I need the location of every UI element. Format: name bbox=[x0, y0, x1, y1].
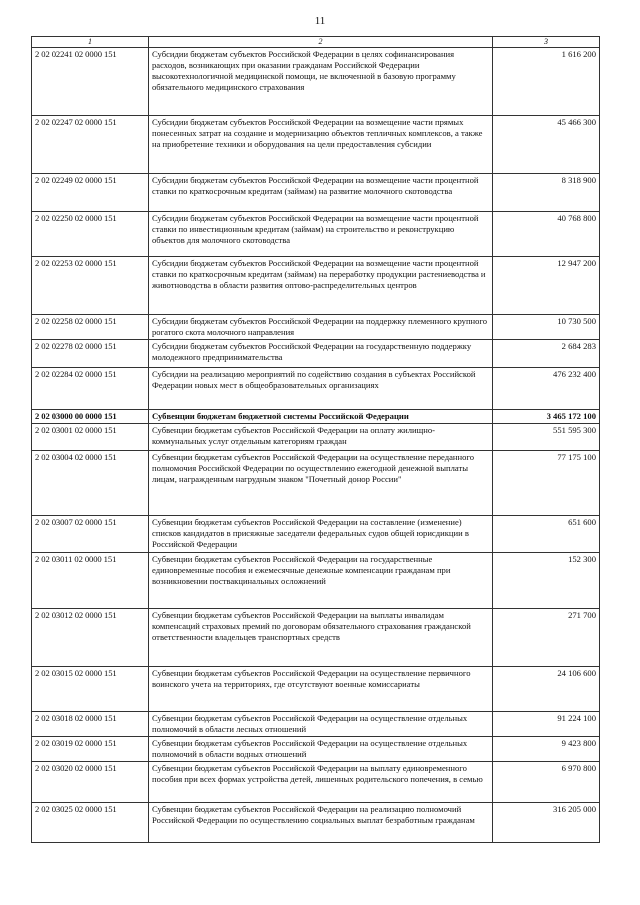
amount-cell: 1 616 200 bbox=[493, 48, 600, 116]
budget-code-cell: 2 02 02284 02 0000 151 bbox=[32, 368, 149, 410]
description-cell: Субвенции бюджетам субъектов Российской Федерации на государственные единовременные пособия и ежемесячные денежные компенсации гражданам при возникновении поствакцинальных осложнений bbox=[149, 553, 493, 609]
budget-code-cell: 2 02 02250 02 0000 151 bbox=[32, 212, 149, 257]
description-cell: Субсидии бюджетам субъектов Российской Федерации на поддержку племенного крупного рогатого скота молочного направления bbox=[149, 315, 493, 340]
amount-cell: 40 768 800 bbox=[493, 212, 600, 257]
table-row bbox=[32, 667, 600, 712]
amount-cell: 551 595 300 bbox=[493, 424, 600, 451]
table-row bbox=[32, 609, 600, 667]
table-row bbox=[32, 516, 600, 553]
table-body bbox=[32, 48, 600, 843]
description-cell: Субвенции бюджетам субъектов Российской Федерации на осуществление первичного воинского учета на территориях, где отсутствуют военные комиссариаты bbox=[149, 667, 493, 712]
table-row bbox=[32, 315, 600, 340]
amount-cell: 316 205 000 bbox=[493, 803, 600, 843]
amount-cell: 8 318 900 bbox=[493, 174, 600, 212]
budget-code-cell: 2 02 03020 02 0000 151 bbox=[32, 762, 149, 803]
budget-code-cell: 2 02 03012 02 0000 151 bbox=[32, 609, 149, 667]
amount-cell: 2 684 283 bbox=[493, 340, 600, 368]
amount-cell: 10 730 500 bbox=[493, 315, 600, 340]
amount-cell: 45 466 300 bbox=[493, 116, 600, 174]
table-row bbox=[32, 762, 600, 803]
budget-code-cell: 2 02 02253 02 0000 151 bbox=[32, 257, 149, 315]
description-cell: Субсидии бюджетам субъектов Российской Федерации в целях софинансирования расходов, возникающих при оказании гражданам Российской Федерации высокотехнологичной медицинской помощи, не включенной в базовую программу обязательного медицинского страхования bbox=[149, 48, 493, 116]
budget-code-cell: 2 02 03025 02 0000 151 bbox=[32, 803, 149, 843]
description-cell: Субвенции бюджетам субъектов Российской Федерации на осуществление отдельных полномочий в области водных отношений bbox=[149, 737, 493, 762]
table-row bbox=[32, 368, 600, 410]
budget-code-cell: 2 02 02241 02 0000 151 bbox=[32, 48, 149, 116]
budget-code-cell: 2 02 03004 02 0000 151 bbox=[32, 451, 149, 516]
table-row bbox=[32, 737, 600, 762]
description-cell: Субвенции бюджетам субъектов Российской Федерации на выплату единовременного пособия при всех формах устройства детей, лишенных родительского попечения, в семью bbox=[149, 762, 493, 803]
amount-cell: 651 600 bbox=[493, 516, 600, 553]
amount-cell: 271 700 bbox=[493, 609, 600, 667]
table-row bbox=[32, 48, 600, 116]
budget-code-cell: 2 02 03018 02 0000 151 bbox=[32, 712, 149, 737]
description-cell: Субвенции бюджетам субъектов Российской Федерации на осуществление переданного полномочия Российской Федерации по осуществлению ежегодной денежной выплаты лицам, награжденным нагрудным знаком "Почетный донор России" bbox=[149, 451, 493, 516]
budget-code-cell: 2 02 03015 02 0000 151 bbox=[32, 667, 149, 712]
budget-code-cell: 2 02 02258 02 0000 151 bbox=[32, 315, 149, 340]
description-cell: Субсидии бюджетам субъектов Российской Федерации на возмещение части процентной ставки по инвестиционным кредитам (займам) на строительство и реконструкцию объектов для молочного скотоводства bbox=[149, 212, 493, 257]
table-row bbox=[32, 116, 600, 174]
description-cell: Субсидии на реализацию мероприятий по содействию создания в субъектах Российской Федерации новых мест в общеобразовательных организациях bbox=[149, 368, 493, 410]
description-cell: Субвенции бюджетам субъектов Российской Федерации на составление (изменение) списков кандидатов в присяжные заседатели федеральных судов общей юрисдикции в Российской Федерации bbox=[149, 516, 493, 553]
page-number: 11 bbox=[314, 15, 326, 27]
amount-cell: 152 300 bbox=[493, 553, 600, 609]
budget-code-cell: 2 02 03007 02 0000 151 bbox=[32, 516, 149, 553]
column-1-header: 1 bbox=[32, 37, 149, 48]
budget-code-cell: 2 02 03001 02 0000 151 bbox=[32, 424, 149, 451]
amount-cell: 6 970 800 bbox=[493, 762, 600, 803]
column-2-header: 2 bbox=[149, 37, 493, 48]
table-row bbox=[32, 340, 600, 368]
table-row bbox=[32, 553, 600, 609]
description-cell: Субсидии бюджетам субъектов Российской Федерации на возмещение части прямых понесенных затрат на создание и модернизацию объектов тепличных комплексов, а также на приобретение техники и оборудования на цели предоставления субсидии bbox=[149, 116, 493, 174]
budget-code-cell: 2 02 03019 02 0000 151 bbox=[32, 737, 149, 762]
table-row bbox=[32, 212, 600, 257]
description-cell: Субвенции бюджетам субъектов Российской Федерации на реализацию полномочий Российской Федерации по осуществлению социальных выплат безработным гражданам bbox=[149, 803, 493, 843]
description-cell: Субвенции бюджетам субъектов Российской Федерации на осуществление отдельных полномочий в области лесных отношений bbox=[149, 712, 493, 737]
table-row bbox=[32, 424, 600, 451]
description-cell: Субвенции бюджетам субъектов Российской Федерации на выплаты инвалидам компенсаций страховых премий по договорам обязательного страхования гражданской ответственности владельцев транспортных средств bbox=[149, 609, 493, 667]
table-row bbox=[32, 410, 600, 424]
budget-code-cell: 2 02 03000 00 0000 151 bbox=[32, 410, 149, 424]
amount-cell: 476 232 400 bbox=[493, 368, 600, 410]
description-cell: Субсидии бюджетам субъектов Российской Федерации на возмещение части процентной ставки по краткосрочным кредитам (займам) на развитие молочного скотоводства bbox=[149, 174, 493, 212]
column-number-row bbox=[32, 37, 600, 48]
table-row bbox=[32, 803, 600, 843]
amount-cell: 24 106 600 bbox=[493, 667, 600, 712]
description-cell: Субсидии бюджетам субъектов Российской Федерации на возмещение части процентной ставки по краткосрочным кредитам (займам) на переработку продукции растениеводства и животноводства в области развития оптово-распределительных центров bbox=[149, 257, 493, 315]
table-row bbox=[32, 257, 600, 315]
description-cell: Субвенции бюджетам субъектов Российской Федерации на оплату жилищно-коммунальных услуг отдельным категориям граждан bbox=[149, 424, 493, 451]
budget-revenue-table bbox=[31, 36, 600, 843]
column-3-header: 3 bbox=[493, 37, 600, 48]
table-row bbox=[32, 451, 600, 516]
amount-cell: 3 465 172 100 bbox=[493, 410, 600, 424]
amount-cell: 9 423 800 bbox=[493, 737, 600, 762]
amount-cell: 77 175 100 bbox=[493, 451, 600, 516]
amount-cell: 91 224 100 bbox=[493, 712, 600, 737]
budget-code-cell: 2 02 03011 02 0000 151 bbox=[32, 553, 149, 609]
description-cell: Субвенции бюджетам бюджетной системы Российской Федерации bbox=[149, 410, 493, 424]
table-row bbox=[32, 712, 600, 737]
budget-code-cell: 2 02 02278 02 0000 151 bbox=[32, 340, 149, 368]
amount-cell: 12 947 200 bbox=[493, 257, 600, 315]
budget-code-cell: 2 02 02247 02 0000 151 bbox=[32, 116, 149, 174]
table-row bbox=[32, 174, 600, 212]
budget-code-cell: 2 02 02249 02 0000 151 bbox=[32, 174, 149, 212]
description-cell: Субсидии бюджетам субъектов Российской Федерации на государственную поддержку молодежного предпринимательства bbox=[149, 340, 493, 368]
